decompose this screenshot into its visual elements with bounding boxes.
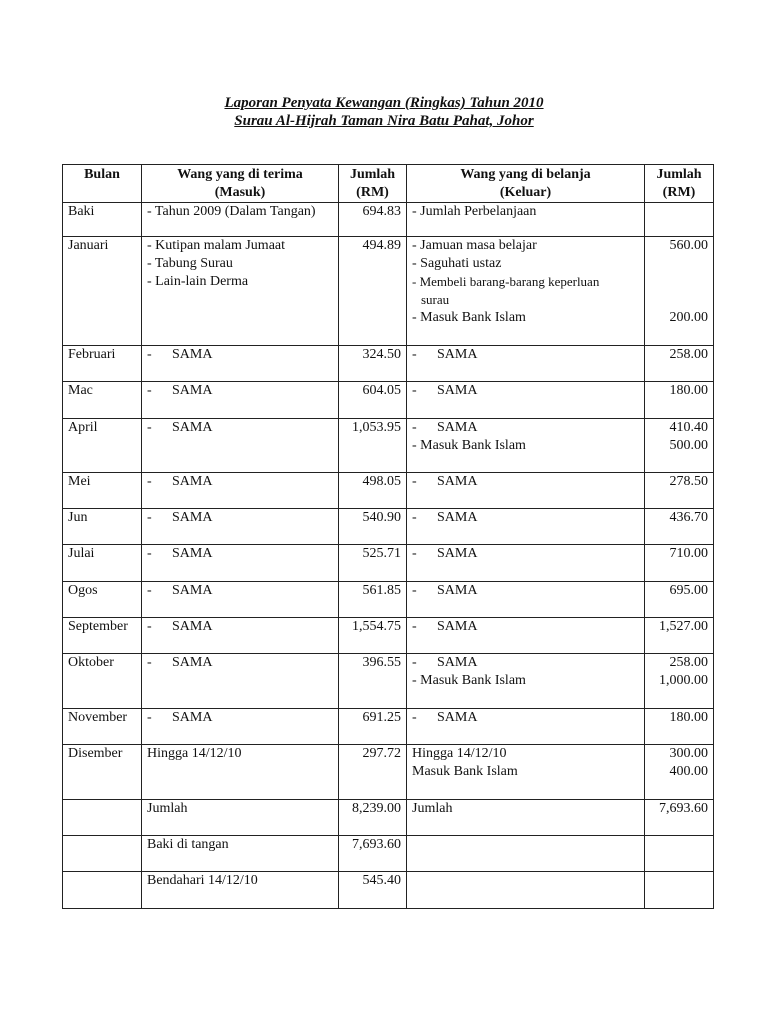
cell-jumlah-keluar: 300.00 400.00 xyxy=(645,745,714,800)
cell-bulan: Ogos xyxy=(63,582,142,618)
cell-jumlah-keluar: 560.00 200.00 xyxy=(645,237,714,346)
cell-jumlah-masuk: 1,053.95 xyxy=(339,419,407,473)
cell-jumlah-masuk: 694.83 xyxy=(339,203,407,237)
cell-bulan: Jun xyxy=(63,509,142,545)
cell-jumlah-keluar: 7,693.60 xyxy=(645,800,714,836)
table-row xyxy=(63,382,714,419)
cell-masuk: - SAMA xyxy=(142,618,339,654)
cell-jumlah-masuk: 525.71 xyxy=(339,545,407,582)
cell-keluar: Hingga 14/12/10 Masuk Bank Islam xyxy=(407,745,645,800)
header-jumlah-masuk: Jumlah (RM) xyxy=(339,165,407,203)
table-row xyxy=(63,745,714,800)
cell-jumlah-masuk: 297.72 xyxy=(339,745,407,800)
cell-masuk: - SAMA xyxy=(142,545,339,582)
cell-jumlah-keluar: 180.00 xyxy=(645,382,714,419)
cell-bulan: Baki xyxy=(63,203,142,237)
cell-jumlah-keluar: 258.00 xyxy=(645,346,714,382)
cell-jumlah-masuk: 540.90 xyxy=(339,509,407,545)
table-row xyxy=(63,237,714,346)
cell-masuk: - SAMA xyxy=(142,509,339,545)
cell-jumlah-keluar xyxy=(645,203,714,237)
table-row xyxy=(63,709,714,745)
cell-jumlah-keluar: 1,527.00 xyxy=(645,618,714,654)
header-row xyxy=(63,165,714,203)
cell-jumlah-keluar: 695.00 xyxy=(645,582,714,618)
cell-jumlah-masuk: 1,554.75 xyxy=(339,618,407,654)
cell-jumlah-keluar: 258.00 1,000.00 xyxy=(645,654,714,709)
cell-masuk: - SAMA xyxy=(142,346,339,382)
cell-bulan xyxy=(63,836,142,872)
cell-masuk: - SAMA xyxy=(142,382,339,419)
cell-jumlah-masuk: 604.05 xyxy=(339,382,407,419)
cell-masuk: - SAMA xyxy=(142,419,339,473)
cell-masuk: Baki di tangan xyxy=(142,836,339,872)
header-bulan: Bulan xyxy=(63,165,142,203)
cell-jumlah-keluar: 180.00 xyxy=(645,709,714,745)
cell-keluar: - SAMA xyxy=(407,346,645,382)
cell-keluar xyxy=(407,836,645,872)
cell-keluar: - SAMA xyxy=(407,473,645,509)
cell-keluar: - SAMA - Masuk Bank Islam xyxy=(407,654,645,709)
cell-masuk: - Tahun 2009 (Dalam Tangan) xyxy=(142,203,339,237)
bendahari-row xyxy=(63,872,714,909)
cell-jumlah-keluar: 436.70 xyxy=(645,509,714,545)
cell-jumlah-masuk: 561.85 xyxy=(339,582,407,618)
cell-bulan: Mac xyxy=(63,382,142,419)
cell-bulan: Februari xyxy=(63,346,142,382)
cell-bulan: November xyxy=(63,709,142,745)
cell-jumlah-masuk: 494.89 xyxy=(339,237,407,346)
header-jumlah-keluar: Jumlah (RM) xyxy=(645,165,714,203)
cell-bulan: Mei xyxy=(63,473,142,509)
cell-keluar: - SAMA xyxy=(407,509,645,545)
header-keluar: Wang yang di belanja (Keluar) xyxy=(407,165,645,203)
cell-masuk: - SAMA xyxy=(142,473,339,509)
table-row xyxy=(63,654,714,709)
cell-jumlah-masuk: 396.55 xyxy=(339,654,407,709)
cell-keluar: - SAMA xyxy=(407,382,645,419)
cell-jumlah-masuk: 8,239.00 xyxy=(339,800,407,836)
table-row xyxy=(63,618,714,654)
cell-bulan: Disember xyxy=(63,745,142,800)
table-row xyxy=(63,509,714,545)
baki-tangan-row xyxy=(63,836,714,872)
cell-jumlah-masuk: 545.40 xyxy=(339,872,407,909)
cell-keluar: - SAMA xyxy=(407,709,645,745)
cell-jumlah-keluar xyxy=(645,872,714,909)
cell-keluar: - SAMA xyxy=(407,545,645,582)
cell-jumlah-masuk: 7,693.60 xyxy=(339,836,407,872)
cell-masuk: Hingga 14/12/10 xyxy=(142,745,339,800)
cell-masuk: Jumlah xyxy=(142,800,339,836)
cell-bulan: Julai xyxy=(63,545,142,582)
cell-masuk: - Kutipan malam Jumaat - Tabung Surau - Lain-lain Derma xyxy=(142,237,339,346)
table-row xyxy=(63,582,714,618)
report-title: Laporan Penyata Kewangan (Ringkas) Tahun 2010 xyxy=(224,95,544,111)
cell-bulan xyxy=(63,800,142,836)
cell-bulan: Januari xyxy=(63,237,142,346)
cell-masuk: - SAMA xyxy=(142,582,339,618)
cell-keluar: - Jumlah Perbelanjaan xyxy=(407,203,645,237)
cell-masuk: Bendahari 14/12/10 xyxy=(142,872,339,909)
cell-jumlah-masuk: 498.05 xyxy=(339,473,407,509)
cell-masuk: - SAMA xyxy=(142,654,339,709)
cell-jumlah-keluar: 710.00 xyxy=(645,545,714,582)
cell-bulan: Oktober xyxy=(63,654,142,709)
cell-bulan: September xyxy=(63,618,142,654)
cell-jumlah-keluar: 410.40 500.00 xyxy=(645,419,714,473)
cell-jumlah-masuk: 324.50 xyxy=(339,346,407,382)
table-row xyxy=(63,203,714,237)
total-row xyxy=(63,800,714,836)
finance-table xyxy=(62,164,714,909)
report-subtitle: Surau Al-Hijrah Taman Nira Batu Pahat, Johor xyxy=(234,113,534,129)
cell-bulan: April xyxy=(63,419,142,473)
cell-keluar: Jumlah xyxy=(407,800,645,836)
cell-keluar: - SAMA - Masuk Bank Islam xyxy=(407,419,645,473)
cell-keluar: - SAMA xyxy=(407,582,645,618)
table-row xyxy=(63,419,714,473)
table-row xyxy=(63,473,714,509)
cell-bulan xyxy=(63,872,142,909)
cell-jumlah-keluar xyxy=(645,836,714,872)
cell-masuk: - SAMA xyxy=(142,709,339,745)
table-row xyxy=(63,545,714,582)
cell-jumlah-masuk: 691.25 xyxy=(339,709,407,745)
cell-keluar xyxy=(407,872,645,909)
table-row xyxy=(63,346,714,382)
cell-keluar: - SAMA xyxy=(407,618,645,654)
header-masuk: Wang yang di terima (Masuk) xyxy=(142,165,339,203)
cell-keluar: - Jamuan masa belajar - Saguhati ustaz - Membeli barang-barang keperluan surau - Masuk Bank Islam xyxy=(407,237,645,346)
report-titles xyxy=(0,94,768,130)
cell-jumlah-keluar: 278.50 xyxy=(645,473,714,509)
